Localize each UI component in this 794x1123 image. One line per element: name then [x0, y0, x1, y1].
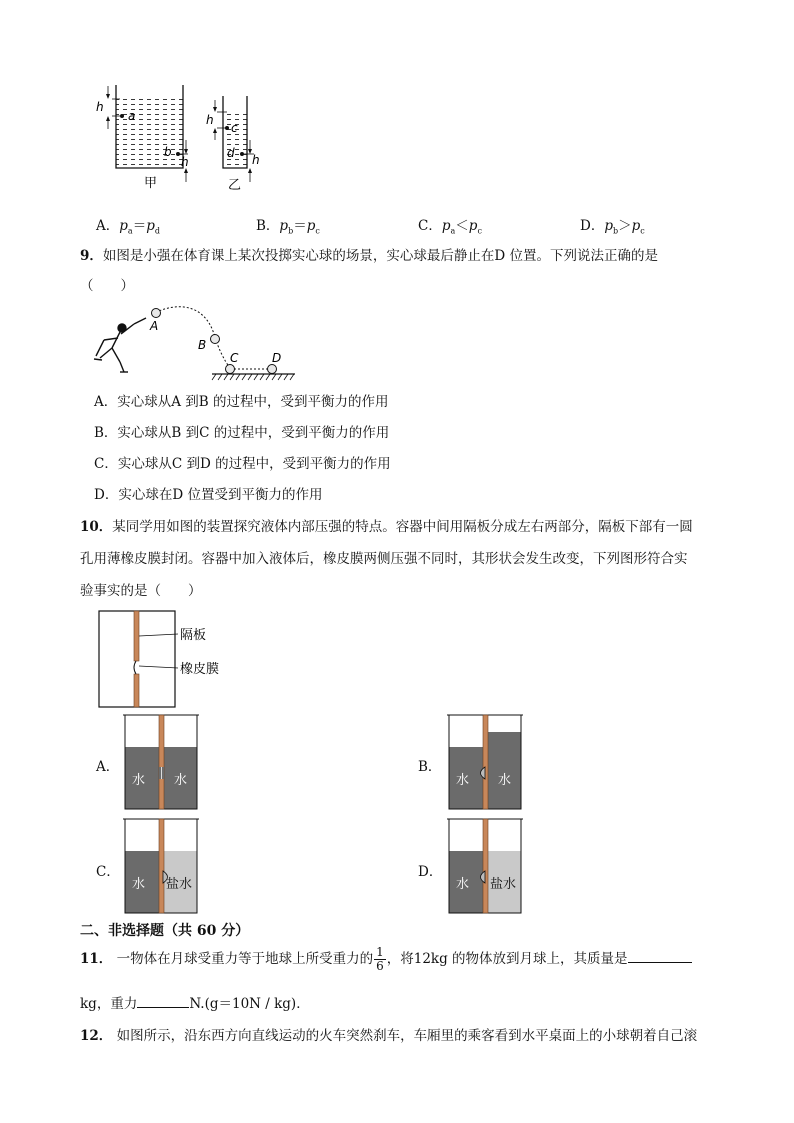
label-h1: h: [96, 100, 104, 114]
label-h4: h: [252, 153, 260, 167]
q9-answer-paren: （ ）: [80, 278, 134, 294]
q10-b-left-liquid: 水: [456, 773, 470, 788]
q11-line2: kg，重力 N.(g＝10N / kg)．: [80, 993, 310, 1012]
label-yi: 乙: [228, 178, 242, 193]
q10-apparatus-figure: [96, 608, 246, 710]
fraction-one-sixth: $\frac{1}{6}$: [376, 945, 384, 973]
q9-option-a[interactable]: A．实心球从A 到B 的过程中，受到平衡力的作用: [94, 394, 389, 410]
label-a: a: [128, 109, 136, 123]
q8-figure: [90, 82, 280, 194]
q10-option-d-label[interactable]: D．: [418, 864, 443, 880]
q10-option-d-figure[interactable]: [446, 816, 526, 916]
q10-d-right-liquid: 盐水: [490, 877, 517, 892]
label-A: A: [150, 319, 159, 333]
q10-stem-line3: 验事实的是（ ）: [80, 583, 202, 599]
label-jia: 甲: [144, 176, 158, 191]
q9-option-d[interactable]: D．实心球在D 位置受到平衡力的作用: [94, 487, 323, 503]
label-D: D: [272, 351, 282, 365]
thrower-figure: [94, 318, 146, 372]
q11-line1: 11． 一物体在月球受重力等于地球上所受重力的 $\frac{1}{6}$ ，将12kg 的物体放到月球上，其质量是: [80, 942, 692, 976]
q10-a-left-liquid: 水: [132, 773, 146, 788]
q10-option-b-label[interactable]: B．: [418, 759, 442, 775]
section-2-title: 二、非选择题（共 60 分）: [80, 923, 250, 939]
q10-option-a-label[interactable]: A．: [96, 759, 120, 775]
q9-stem: 9．如图是小强在体育课上某次投掷实心球的场景，实心球最后静止在D 位置。下列说法正确的是: [80, 248, 659, 264]
q8-option-a[interactable]: A．$p_a=p_d$: [96, 218, 160, 236]
q10-c-left-liquid: 水: [132, 877, 146, 892]
q8-option-d[interactable]: D．$p_b>p_c$: [580, 218, 645, 236]
q10-a-right-liquid: 水: [174, 773, 188, 788]
q10-option-c-label[interactable]: C．: [96, 864, 120, 880]
label-b: b: [164, 145, 172, 159]
q9-figure: [90, 304, 300, 382]
label-C: C: [230, 351, 239, 365]
q9-option-b[interactable]: B．实心球从B 到C 的过程中，受到平衡力的作用: [94, 425, 390, 441]
q10-c-right-liquid: 盐水: [166, 877, 193, 892]
label-d: d: [227, 146, 235, 160]
q10-stem-line2: 孔用薄橡皮膜封闭。容器中加入液体后，橡皮膜两侧压强不同时，其形状会发生改变，下列图形符合实: [80, 551, 688, 567]
q10-option-c-figure[interactable]: [122, 816, 202, 916]
container-yi: [206, 96, 260, 193]
container-jia: [96, 85, 189, 191]
q10-d-left-liquid: 水: [456, 877, 470, 892]
q10-option-a-figure[interactable]: [122, 712, 202, 812]
q12-stem: 12． 如图所示，沿东西方向直线运动的火车突然刹车，车厢里的乘客看到水平桌面上的小球朝着自己滚: [80, 1028, 698, 1044]
label-partition: 隔板: [180, 628, 207, 643]
label-h3: h: [206, 113, 214, 127]
label-B: B: [198, 338, 207, 352]
q11-mass-blank[interactable]: [628, 948, 692, 963]
q10-option-b-figure[interactable]: [446, 712, 526, 812]
q10-b-right-liquid: 水: [498, 773, 512, 788]
q10-stem-line1: 10．某同学用如图的装置探究液体内部压强的特点。容器中间用隔板分成左右两部分，隔板下部有一圆: [80, 519, 693, 535]
q8-option-c[interactable]: C．$p_a<p_c$: [418, 218, 482, 236]
label-c: c: [231, 121, 238, 135]
q8-option-b[interactable]: B．$p_b=p_c$: [256, 218, 320, 236]
q9-option-c[interactable]: C．实心球从C 到D 的过程中，受到平衡力的作用: [94, 456, 391, 472]
q11-weight-blank[interactable]: [137, 993, 189, 1008]
label-membrane: 橡皮膜: [180, 662, 220, 677]
label-h2: h: [181, 155, 189, 169]
